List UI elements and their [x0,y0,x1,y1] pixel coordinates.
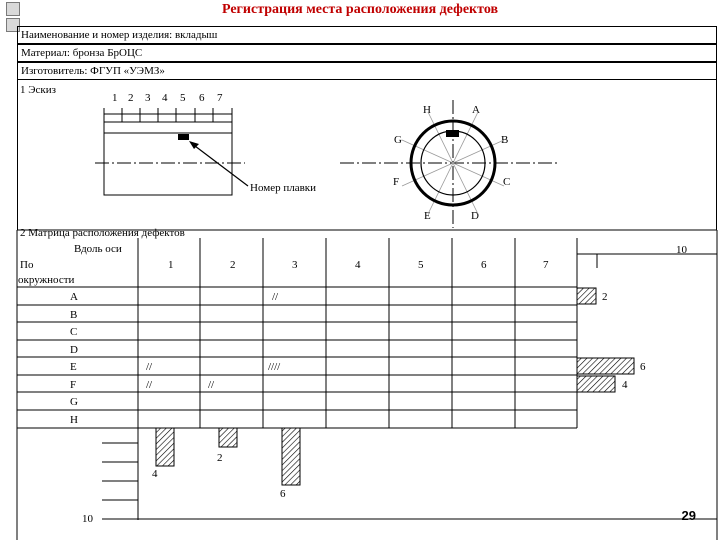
sketch-label: 1 Эскиз [20,84,56,96]
circle-label-h: H [423,104,431,116]
melt-number-mark [178,134,189,140]
page-title: Регистрация места расположения дефектов [221,2,499,17]
bottom-hist-bar-2 [219,428,237,447]
bottom-histogram [156,428,300,485]
sketch-col-4: 4 [162,92,168,104]
circle-label-b: B [501,134,509,146]
mark-e-1: // [146,361,153,373]
bottom-hist-label-2: 2 [217,452,223,464]
axial-num-5: 5 [418,259,424,271]
right-histogram [577,288,634,392]
bottom-hist-label-1: 4 [152,468,158,480]
row-label-c: C [70,326,78,338]
mark-a-3: // [272,291,279,303]
sketch-col-6: 6 [199,92,205,104]
circle-label-f: F [393,176,400,188]
axial-num-4: 4 [355,259,361,271]
right-hist-label-a: 2 [602,291,608,303]
sketch-col-7: 7 [217,92,223,104]
bottom-hist-label-3: 6 [280,488,286,500]
circle-melt-mark [446,130,459,137]
axial-num-7: 7 [543,259,549,271]
row-label-a: A [70,291,78,303]
circle-label-a: A [472,104,480,116]
sketch-col-5: 5 [180,92,186,104]
axial-num-6: 6 [481,259,487,271]
page-number: 29 [681,508,696,523]
row-label-h: H [70,414,78,426]
matrix-label: 2 Матрица расположения дефектов [20,227,185,239]
bottom-hist-max: 10 [82,513,93,525]
bottom-hist-bar-3 [282,428,300,485]
mark-e-3: //// [268,361,281,373]
row-label-g: G [70,396,78,408]
sketch-col-1: 1 [112,92,118,104]
right-hist-bar-e [577,358,634,374]
right-hist-label-e: 6 [640,361,646,373]
bushing-side-view [95,108,245,195]
right-hist-bar-a [577,288,596,304]
sketch-col-3: 3 [145,92,151,104]
axis-label: Вдоль оси [74,243,122,255]
axial-num-2: 2 [230,259,236,271]
material-text: Материал: бронза БрОЦС [21,47,143,59]
row-label-e: E [70,361,77,373]
cross-section [340,100,560,228]
product-text: Наименование и номер изделия: вкладыш [21,29,218,41]
bottom-hist-bar-1 [156,428,174,466]
circle-label-e: E [424,210,431,222]
axial-num-1: 1 [168,259,174,271]
circle-label-d: D [471,210,479,222]
melt-number-label: Номер плавки [250,182,317,194]
mark-f-2: // [208,379,215,391]
right-hist-label-f: 4 [622,379,628,391]
circumference-label-2: окружности [18,274,75,286]
axial-max: 10 [676,244,687,256]
circumference-label-1: По [20,259,34,271]
axial-num-3: 3 [292,259,298,271]
melt-number-arrow [195,146,248,186]
row-label-f: F [70,379,77,391]
mark-f-1: // [146,379,153,391]
circle-label-c: C [503,176,511,188]
sketch-col-2: 2 [128,92,134,104]
circle-label-g: G [394,134,402,146]
maker-text: Изготовитель: ФГУП «УЭМЗ» [21,65,165,77]
right-hist-bar-f [577,376,615,392]
row-label-b: B [70,309,78,321]
row-label-d: D [70,344,78,356]
